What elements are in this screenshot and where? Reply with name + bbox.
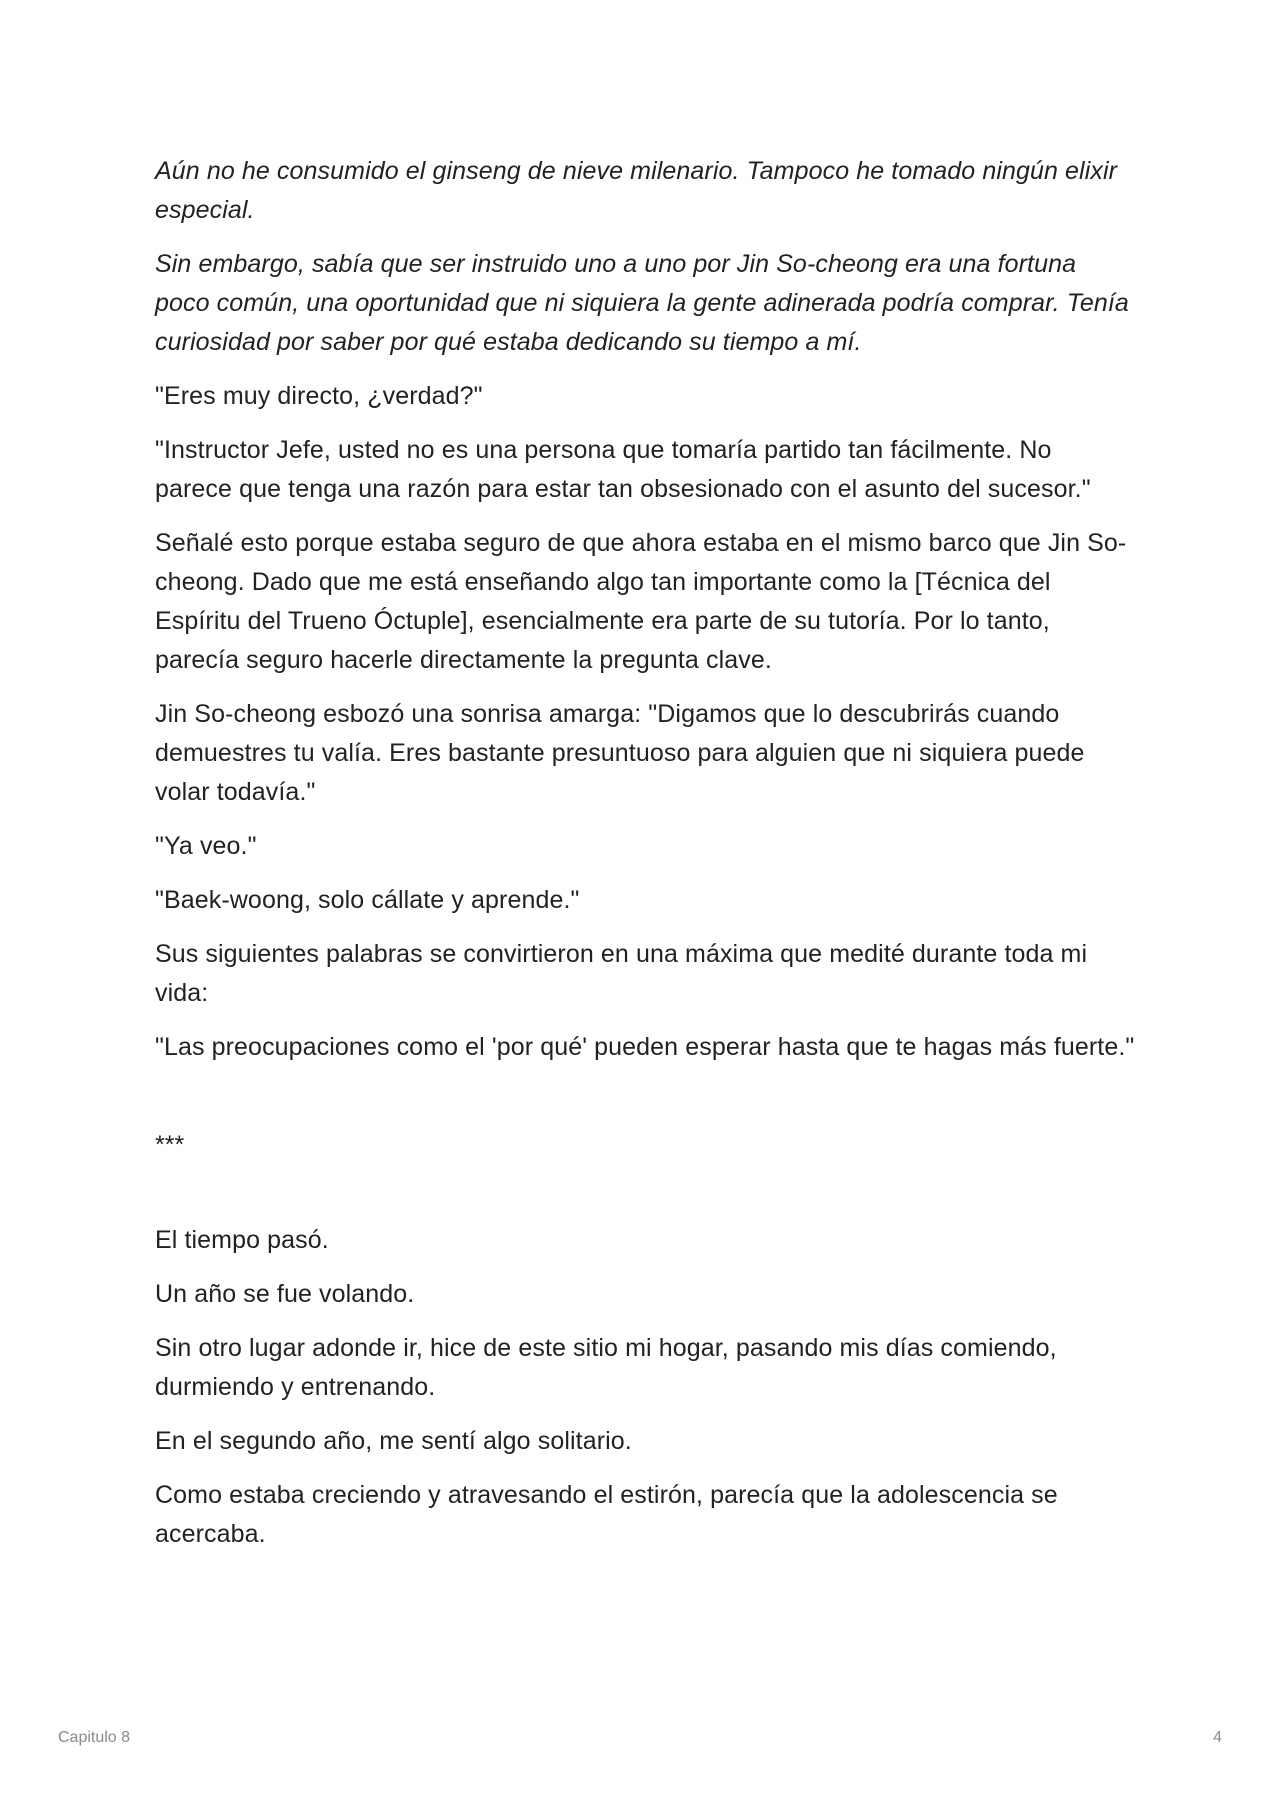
paragraphs-after	[155, 1221, 1135, 1554]
paragraph: Sin otro lugar adonde ir, hice de este sitio mi hogar, pasando mis días comiendo, durmiendo y entrenando.	[155, 1334, 1057, 1401]
footer-chapter: Capitulo 8	[58, 1729, 131, 1746]
paragraph: En el segundo año, me sentí algo solitario.	[155, 1427, 632, 1455]
paragraph: "Baek-woong, solo cállate y aprende."	[155, 886, 580, 914]
footer-page-number: 4	[1213, 1729, 1222, 1746]
paragraphs-before	[155, 152, 1135, 1067]
paragraph: Señalé esto porque estaba seguro de que ahora estaba en el mismo barco que Jin So-cheong. Dado que me está enseñando algo tan importante como la [Técnica del Espíritu del Trueno Óctuple], esencialmente era parte de su tutoría. Por lo tanto, parecía seguro hacerle directamente la pregunta clave.	[155, 529, 1127, 674]
section-separator: ***	[155, 1131, 185, 1159]
paragraph: Sus siguientes palabras se convirtieron en una máxima que medité durante toda mi vida:	[155, 940, 1088, 1007]
paragraph: "Eres muy directo, ¿verdad?"	[155, 382, 483, 410]
paragraph: "Ya veo."	[155, 832, 257, 860]
page-content	[155, 152, 1135, 1569]
paragraph: "Las preocupaciones como el 'por qué' pueden esperar hasta que te hagas más fuerte."	[155, 1033, 1135, 1061]
paragraph: Jin So-cheong esbozó una sonrisa amarga: "Digamos que lo descubrirás cuando demuestres tu valía. Eres bastante presuntuoso para alguien que ni siquiera puede volar todavía."	[155, 700, 1085, 806]
paragraph: "Instructor Jefe, usted no es una persona que tomaría partido tan fácilmente. No parece que tenga una razón para estar tan obsesionado con el asunto del sucesor."	[155, 436, 1091, 503]
paragraph: El tiempo pasó.	[155, 1226, 329, 1254]
paragraph: Como estaba creciendo y atravesando el estirón, parecía que la adolescencia se acercaba.	[155, 1481, 1058, 1548]
paragraph: Aún no he consumido el ginseng de nieve milenario. Tampoco he tomado ningún elixir especial.	[155, 157, 1118, 224]
paragraph: Sin embargo, sabía que ser instruido uno a uno por Jin So-cheong era una fortuna poco común, una oportunidad que ni siquiera la gente adinerada podría comprar. Tenía curiosidad por saber por qué estaba dedicando su tiempo a mí.	[155, 250, 1129, 356]
paragraph: Un año se fue volando.	[155, 1280, 415, 1308]
